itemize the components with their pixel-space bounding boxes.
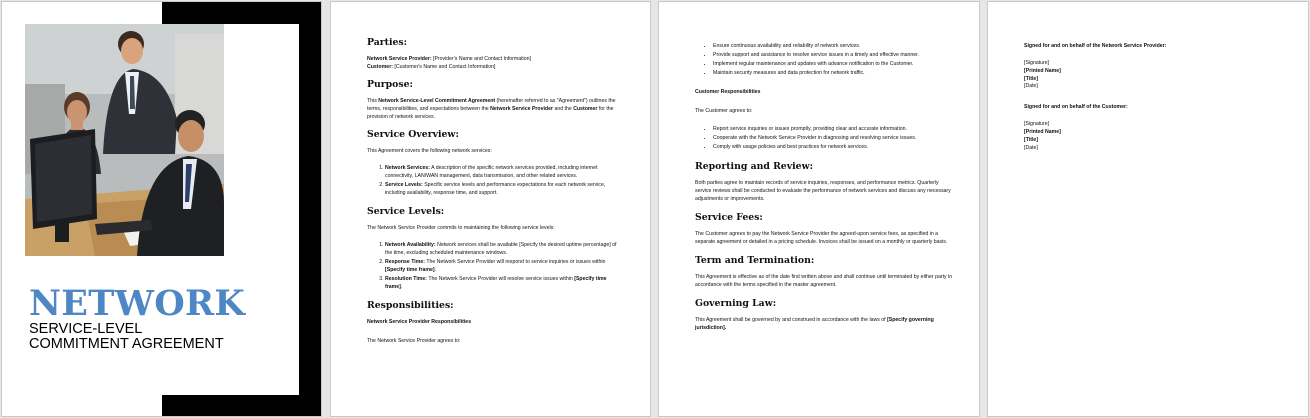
purpose-text-4: for the provision of network services. [367,106,614,120]
list-item [385,241,624,257]
date-placeholder: [Date] [1024,83,1038,90]
item-text: A description of the specific network services provided, including internet connectivity, LAN/WAN management, data transmission, and other related services. [385,165,598,179]
list-item: • Implement regular maintenance and updates with advance notification to the Customer. [713,60,953,68]
purpose-bold-1: Network Service-Level Commitment Agreement [378,98,496,104]
item-label: Resolution Time: [385,276,427,282]
responsibilities-heading: Responsibilities: [367,300,454,311]
term-heading: Term and Termination: [695,255,815,266]
document-page-3 [658,1,980,417]
item-text: The Network Service Provider will resolve service issues within [426,276,575,282]
cover-title: NETWORK [29,283,246,324]
item-bold-tail: [Specify time frame] [385,267,435,273]
provider-responsibilities-subheading: Network Service Provider Responsibilities [367,319,472,325]
title-placeholder: [Title] [1024,136,1039,143]
list-item: • Maintain security measures and data protection for network traffic. [713,69,953,77]
law-text: This Agreement shall be governed by and construed in accordance with the laws of [695,317,888,323]
list-item: • Report service inquiries or issues promptly, providing clear and accurate information. [713,125,953,133]
item-label: Network Availability: [385,242,436,248]
list-item: • Ensure continuous availability and reliability of network services. [713,42,953,50]
provider-signature-block [1024,42,1282,91]
customer-responsibilities-list [695,125,953,151]
cover-photo [25,24,224,256]
printed-name-placeholder: [Printed Name] [1024,128,1061,135]
law-bold: [Specify governing jurisdiction] [695,317,934,331]
provider-label: Network Service Provider: [367,56,432,62]
provider-responsibilities-list [695,42,953,77]
levels-heading: Service Levels: [367,206,445,217]
printed-name-placeholder: [Printed Name] [1024,67,1061,74]
reporting-heading: Reporting and Review: [695,161,814,172]
term-paragraph: This Agreement is effective as of the date first written above and shall continue until terminated by either party in accordance with the terms specified in the master agreement. [695,274,953,288]
document-page-4 [987,1,1309,417]
signature-placeholder: [Signature] [1024,121,1050,128]
customer-signature-heading: Signed for and on behalf of the Customer: [1024,104,1128,111]
item-label: Service Levels: [385,182,423,188]
customer-signature-block [1024,103,1282,152]
purpose-text-1: This [367,98,379,104]
signature-placeholder: [Signature] [1024,60,1050,66]
customer-responsibilities-subheading: Customer Responsibilities [695,89,761,95]
cover-subtitle [29,322,224,352]
item-label: Response Time: [385,259,425,265]
overview-intro: This Agreement covers the following network services: [367,148,492,154]
item-end: . [434,267,437,273]
governing-law-heading: Governing Law: [695,298,777,309]
law-end: . [724,325,727,331]
overview-heading: Service Overview: [367,129,459,140]
list-item: • Comply with usage policies and best practices for network services. [713,143,953,151]
date-placeholder: [Date] [1024,144,1038,151]
governing-law-paragraph [695,316,953,332]
purpose-bold-2: Network Service Provider [490,106,553,112]
list-item: • Cooperate with the Network Service Provider in diagnosing and resolving service issues. [713,134,953,142]
item-text: The Network Service Provider will respond to service inquiries or issues within [424,259,606,265]
provider-signature-heading: Signed for and on behalf of the Network Service Provider: [1024,43,1167,49]
document-page-2 [330,1,651,417]
provider-responsibilities-intro: The Network Service Provider agrees to: [367,338,461,344]
fees-paragraph: The Customer agrees to pay the Network Service Provider the agreed-upon service fees, as specified in a separate agreement or detailed in a pricing schedule. Invoices shall be issued on a monthly or quarterly basis. [695,231,948,245]
parties-block [367,55,624,71]
provider-value: [Provider's Name and Contact Information] [431,56,531,62]
title-placeholder: [Title] [1024,75,1039,82]
item-end: . [400,284,403,290]
purpose-paragraph [367,97,624,121]
cover-page [1,1,322,417]
purpose-heading: Purpose: [367,79,413,90]
item-text: Network services shall be available [Specify the desired uptime percentage] of the time, excluding scheduled maintenance windows. [385,242,617,256]
fees-heading: Service Fees: [695,212,763,223]
overview-list [367,164,624,197]
levels-intro: The Network Service Provider commits to maintaining the following service levels: [367,225,555,231]
customer-responsibilities-intro: The Customer agrees to: [695,108,753,114]
item-label: Network Services: [385,165,430,171]
reporting-paragraph: Both parties agree to maintain records of service inquiries, responses, and performance metrics. Quarterly service reviews shall be conducted to evaluate the performance of network services and discuss any necessary adjustments or improvements. [695,180,951,202]
purpose-text-2: (hereinafter referred to as "Agreement") outlines the terms, responsibilities, and expectations between the [367,98,616,112]
list-item: • Provide support and assistance to resolve service issues in a timely and effective manner. [713,51,953,59]
purpose-bold-3: Customer [573,106,598,112]
customer-label: Customer: [367,64,393,70]
item-bold-tail: [Specify time frame] [385,276,607,290]
list-item [385,258,624,274]
list-item [385,275,624,291]
parties-heading: Parties: [367,37,408,48]
cover-subtitle-line1: SERVICE-LEVEL [29,321,143,337]
purpose-text-3: and the [553,106,574,112]
list-item [385,181,624,197]
list-item [385,164,624,180]
cover-subtitle-line2: COMMITMENT AGREEMENT [29,336,224,352]
customer-value: [Customer's Name and Contact Information] [392,64,496,70]
levels-list [367,241,624,291]
item-text: Specific service levels and performance expectations for each network service, including availability, response time, and support. [385,182,606,196]
